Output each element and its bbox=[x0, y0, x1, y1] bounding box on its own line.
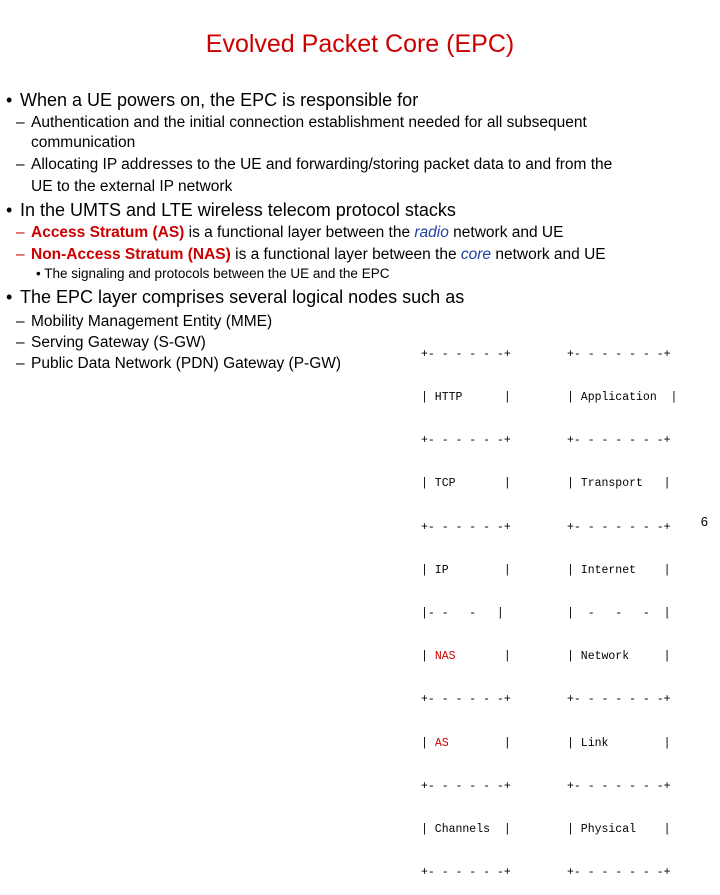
radio-word: radio bbox=[414, 224, 449, 241]
bullet-1-sub-1 bbox=[16, 113, 708, 132]
stack-border: +- - - - - -+ bbox=[421, 779, 511, 793]
nas-term: Non-Access Stratum (NAS) bbox=[31, 246, 231, 263]
dash-marker: – bbox=[16, 114, 25, 131]
stack-layer-transport: | Transport | bbox=[567, 477, 671, 491]
as-desc: is a functional layer between the bbox=[184, 224, 415, 241]
dash-marker: – bbox=[16, 246, 25, 263]
stack-layer-internet: | Internet | bbox=[567, 563, 671, 577]
stack-layer-nas: | NAS | bbox=[421, 650, 511, 664]
stack-divider: | - - - | bbox=[567, 607, 671, 621]
stack-layer-physical: | Physical | bbox=[567, 823, 671, 837]
bullet-1-sub-1-line-1: Authentication and the initial connection establishment needed for all subsequent bbox=[31, 114, 587, 131]
stack-layer-http: | HTTP | bbox=[421, 391, 511, 405]
bullet-2-text: In the UMTS and LTE wireless telecom protocol stacks bbox=[20, 200, 456, 220]
bullet-1-text: When a UE powers on, the EPC is responsible for bbox=[20, 90, 419, 110]
bullet-1-sub-2-line-2: UE to the external IP network bbox=[31, 178, 233, 195]
lte-protocol-stack bbox=[421, 319, 511, 895]
stack-border: +- - - - - -+ bbox=[421, 866, 511, 880]
node-mme: Mobility Management Entity (MME) bbox=[31, 313, 273, 330]
bullet-dot: • bbox=[6, 200, 13, 220]
bullet-1-sub-2 bbox=[16, 155, 708, 174]
bullet-dot: • bbox=[6, 90, 13, 110]
stack-layer-ip: | IP | bbox=[421, 563, 511, 577]
dash-marker: – bbox=[16, 355, 25, 372]
bullet-2-sub-nas bbox=[16, 245, 708, 264]
dash-marker: – bbox=[16, 156, 25, 173]
bullet-dot: • bbox=[36, 266, 45, 281]
node-pgw: Public Data Network (PDN) Gateway (P-GW) bbox=[31, 355, 342, 372]
stack-border: +- - - - - -+ bbox=[421, 434, 511, 448]
bullet-dot: • bbox=[6, 287, 13, 307]
stack-layer-application: | Application | bbox=[567, 391, 678, 405]
stack-border: +- - - - - - -+ bbox=[567, 520, 671, 534]
page-number: 6 bbox=[700, 514, 708, 529]
stack-layer-channels: | Channels | bbox=[421, 823, 511, 837]
stack-layer-network: | Network | bbox=[567, 650, 671, 664]
stack-layer-tcp: | TCP | bbox=[421, 477, 511, 491]
as-desc-end: network and UE bbox=[448, 224, 564, 241]
stack-border: +- - - - - - -+ bbox=[567, 779, 671, 793]
stack-border: +- - - - - -+ bbox=[421, 347, 511, 361]
bullet-1-sub-2-line-1: Allocating IP addresses to the UE and forwarding/storing packet data to and from the bbox=[31, 156, 613, 173]
bullet-3-text: The EPC layer comprises several logical nodes such as bbox=[20, 287, 465, 307]
nas-label: NAS bbox=[434, 650, 456, 664]
bullet-2-sub-as bbox=[16, 223, 708, 242]
stack-border: +- - - - - - -+ bbox=[567, 347, 671, 361]
stack-border: +- - - - - -+ bbox=[421, 520, 511, 534]
stack-border: +- - - - - -+ bbox=[421, 693, 511, 707]
stack-divider: |- - - | bbox=[421, 607, 504, 621]
bullet-3 bbox=[6, 287, 464, 308]
stack-layer-as: | AS | bbox=[421, 736, 511, 750]
bullet-1-sub-1-line-2: communication bbox=[31, 134, 136, 151]
internet-protocol-stack bbox=[567, 319, 677, 895]
stack-border: +- - - - - - -+ bbox=[567, 434, 671, 448]
bullet-2-sub-sub bbox=[36, 266, 389, 281]
dash-marker: – bbox=[16, 224, 25, 241]
bullet-1 bbox=[6, 90, 418, 111]
dash-marker: – bbox=[16, 334, 25, 351]
stack-layer-link: | Link | bbox=[567, 736, 671, 750]
node-sgw: Serving Gateway (S-GW) bbox=[31, 334, 206, 351]
as-term: Access Stratum (AS) bbox=[31, 224, 185, 241]
stack-border: +- - - - - - -+ bbox=[567, 693, 671, 707]
nas-desc-end: network and UE bbox=[491, 246, 606, 263]
nas-desc: is a functional layer between the bbox=[230, 246, 461, 263]
stack-border: +- - - - - - -+ bbox=[567, 866, 671, 880]
core-word: core bbox=[460, 246, 492, 263]
nas-sub-note: The signaling and protocols between the UE and the EPC bbox=[44, 266, 390, 281]
as-label: AS bbox=[434, 736, 449, 750]
dash-marker: – bbox=[16, 313, 25, 330]
bullet-2 bbox=[6, 200, 456, 221]
slide-title: Evolved Packet Core (EPC) bbox=[205, 30, 515, 58]
